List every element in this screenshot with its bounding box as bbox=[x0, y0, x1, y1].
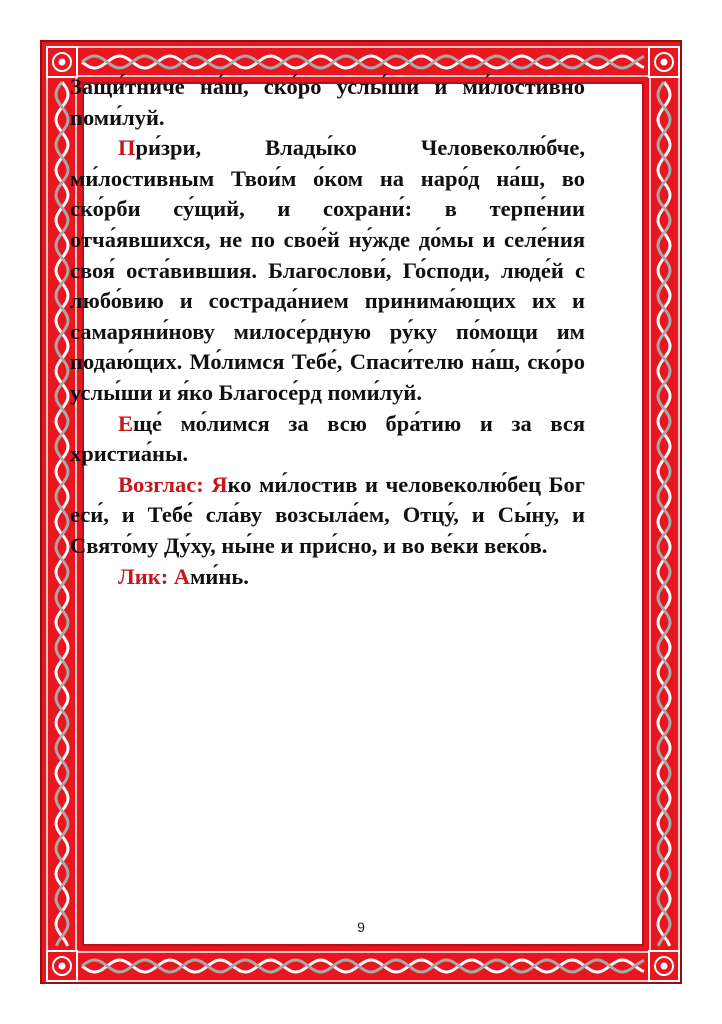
red-initial: Возглас: Я bbox=[118, 471, 228, 497]
paragraph-2 bbox=[70, 133, 585, 408]
paragraph-1 bbox=[70, 72, 585, 133]
page-number: 9 bbox=[357, 919, 365, 935]
paragraph-text: ри́зри, Влады́ко Человеколю́бче, ми́лостивным Твои́м о́ком на наро́д на́ш, во ско́рби су́щий, и сохрани́: в терпе́нии отча́явшихся, не по свое́й ну́жде до́мы и селе́ния своя́ оста́вившия. Благослови́, Го́споди, люде́й с любо́вию и сострада́нием принима́ющих их и самаряни́нову милосе́рдную ру́ку по́мощи им подаю́щих. Мо́лимся Тебе́, Спаси́телю на́ш, ско́ро услы́ши и я́ко Благосе́рд поми́луй. bbox=[70, 135, 585, 405]
paragraph-4 bbox=[70, 470, 585, 562]
red-initial: Лик: А bbox=[118, 563, 191, 589]
red-initial: П bbox=[118, 135, 136, 161]
paragraph-5 bbox=[70, 562, 585, 593]
paragraph-text: ми́нь. bbox=[190, 563, 249, 589]
paragraph-text: Защи́тниче на́ш, ско́ро услы́ши и ми́лостивно поми́луй. bbox=[70, 74, 585, 130]
paragraph-3 bbox=[70, 409, 585, 470]
prayer-text bbox=[70, 72, 585, 592]
paragraph-text: ще́ мо́лимся за всю бра́тию и за вся христиа́ны. bbox=[70, 410, 585, 467]
paragraph-text: ко ми́лостив и человеколю́бец Бог еси́, и Тебе́ сла́ву возсыла́ем, Отцу́, и Сы́ну, и Свято́му Ду́ху, ны́не и при́сно, и во ве́ки веко́в. bbox=[70, 471, 585, 558]
red-initial: Е bbox=[118, 410, 134, 436]
